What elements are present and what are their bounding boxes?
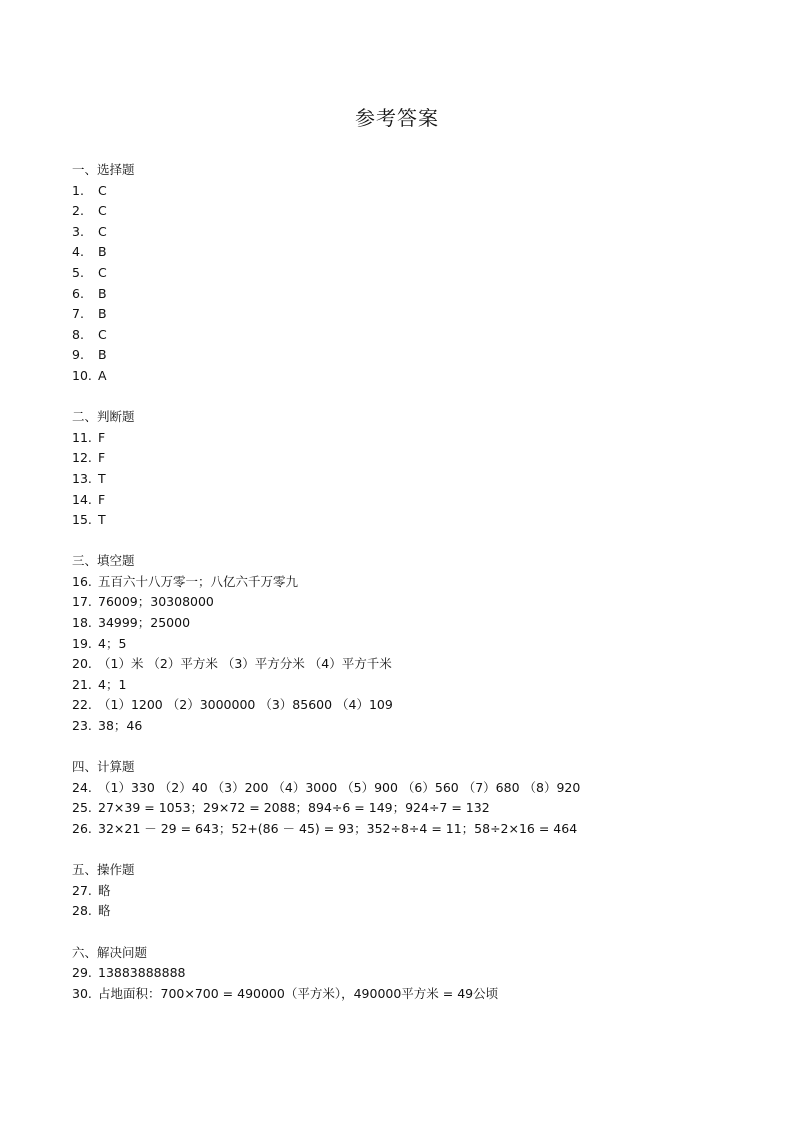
answer-item [72, 654, 762, 675]
question-number: 22. [72, 697, 92, 713]
question-number: 19. [72, 635, 92, 651]
answer-item [72, 428, 762, 449]
answer-text: 占地面积：700×700 = 490000（平方米），490000平方米 = 49公顷 [98, 985, 499, 1001]
answer-item [72, 304, 762, 325]
question-number: 23. [72, 718, 92, 734]
answer-text: C [98, 203, 107, 219]
question-number: 2. [72, 203, 84, 219]
question-number: 7. [72, 306, 84, 322]
section-heading: 一、选择题 [72, 162, 135, 177]
answer-text: T [98, 470, 106, 486]
answer-text: F [98, 429, 106, 445]
answer-text: 4；5 [98, 635, 127, 651]
answer-item [72, 572, 762, 593]
question-number: 10. [72, 367, 92, 383]
answer-item [72, 881, 762, 902]
answer-text: 略 [98, 903, 111, 919]
answer-text: C [98, 223, 107, 239]
question-number: 13. [72, 470, 92, 486]
answer-item [72, 242, 762, 263]
answer-item [72, 181, 762, 202]
question-number: 27. [72, 882, 92, 898]
answer-item [72, 469, 762, 490]
question-number: 26. [72, 821, 92, 836]
answer-item [72, 963, 762, 984]
section-heading: 四、计算题 [72, 759, 135, 775]
question-number: 18. [72, 615, 92, 631]
answer-text: T [98, 512, 106, 528]
question-number: 15. [72, 512, 92, 528]
answer-item [72, 984, 762, 1005]
answer-text: F [98, 450, 106, 466]
answer-item [72, 901, 762, 922]
question-number: 6. [72, 285, 84, 301]
answer-item [72, 448, 762, 469]
answer-text: 略 [98, 882, 111, 898]
answer-text: C [98, 326, 107, 342]
answer-text: B [98, 285, 107, 301]
answer-item [72, 222, 762, 243]
question-number: 24. [72, 779, 92, 795]
answer-text: B [98, 244, 107, 260]
question-number: 21. [72, 676, 92, 692]
answer-text: 27×39 = 1053；29×72 = 2088；894÷6 = 149；924÷7 = 132 [98, 800, 490, 816]
question-number: 29. [72, 965, 92, 981]
answer-item [72, 325, 762, 346]
answer-text: C [98, 264, 107, 280]
answer-item [72, 675, 762, 696]
answer-text: 五百六十八万零一；八亿六千万零九 [98, 573, 299, 589]
question-number: 12. [72, 450, 92, 466]
answer-text: A [98, 367, 107, 383]
answer-text: （1）米 （2）平方米 （3）平方分米 （4）平方千米 [98, 656, 392, 672]
question-number: 25. [72, 800, 92, 816]
answer-text: （1）1200 （2）3000000 （3）85600 （4）109 [98, 697, 393, 713]
answer-section [72, 943, 762, 1005]
question-number: 3. [72, 223, 84, 239]
answer-text: B [98, 347, 107, 363]
answer-item [72, 819, 762, 840]
question-number: 11. [72, 429, 92, 445]
answer-item [72, 490, 762, 511]
answer-item [72, 201, 762, 222]
question-number: 17. [72, 594, 92, 610]
section-heading: 二、判断题 [72, 409, 135, 425]
section-heading: 六、解决问题 [72, 944, 148, 960]
answer-text: （1）330 （2）40 （3）200 （4）3000 （5）900 （6）560 （7）680 （8）920 [98, 779, 581, 795]
answer-section [72, 757, 762, 839]
question-number: 4. [72, 244, 84, 260]
answer-item [72, 366, 762, 387]
answer-section [72, 160, 762, 387]
answer-item [72, 613, 762, 634]
answer-section [72, 407, 762, 531]
answer-item [72, 592, 762, 613]
answer-text: 76009；30308000 [98, 594, 214, 610]
answer-item [72, 778, 762, 799]
answer-text: 32×21 － 29 = 643；52+(86 － 45) = 93；352÷8÷4 = 11；58÷2×16 = 464 [98, 821, 578, 836]
answer-item [72, 284, 762, 305]
answer-item [72, 263, 762, 284]
question-number: 8. [72, 326, 84, 342]
answer-text: B [98, 306, 107, 322]
answer-section [72, 860, 762, 922]
section-heading: 五、操作题 [72, 862, 135, 878]
answer-item [72, 634, 762, 655]
answer-item [72, 510, 762, 531]
answer-section [72, 551, 762, 736]
answer-item [72, 798, 762, 819]
answer-text: C [98, 182, 107, 198]
answer-text: 38；46 [98, 718, 143, 734]
answer-item [72, 716, 762, 737]
question-number: 9. [72, 347, 84, 363]
answer-item [72, 695, 762, 716]
question-number: 20. [72, 656, 92, 672]
page-title: 参考答案 [355, 106, 439, 130]
section-heading: 三、填空题 [72, 553, 135, 569]
answer-text: 34999；25000 [98, 615, 191, 631]
answer-item [72, 345, 762, 366]
answer-text: 13883888888 [98, 965, 186, 981]
question-number: 30. [72, 985, 92, 1001]
question-number: 14. [72, 491, 92, 507]
question-number: 5. [72, 264, 84, 280]
question-number: 28. [72, 903, 92, 919]
question-number: 16. [72, 573, 92, 589]
answer-text: F [98, 491, 106, 507]
answer-content [72, 160, 762, 1025]
question-number: 1. [72, 182, 84, 198]
answer-text: 4；1 [98, 676, 127, 692]
